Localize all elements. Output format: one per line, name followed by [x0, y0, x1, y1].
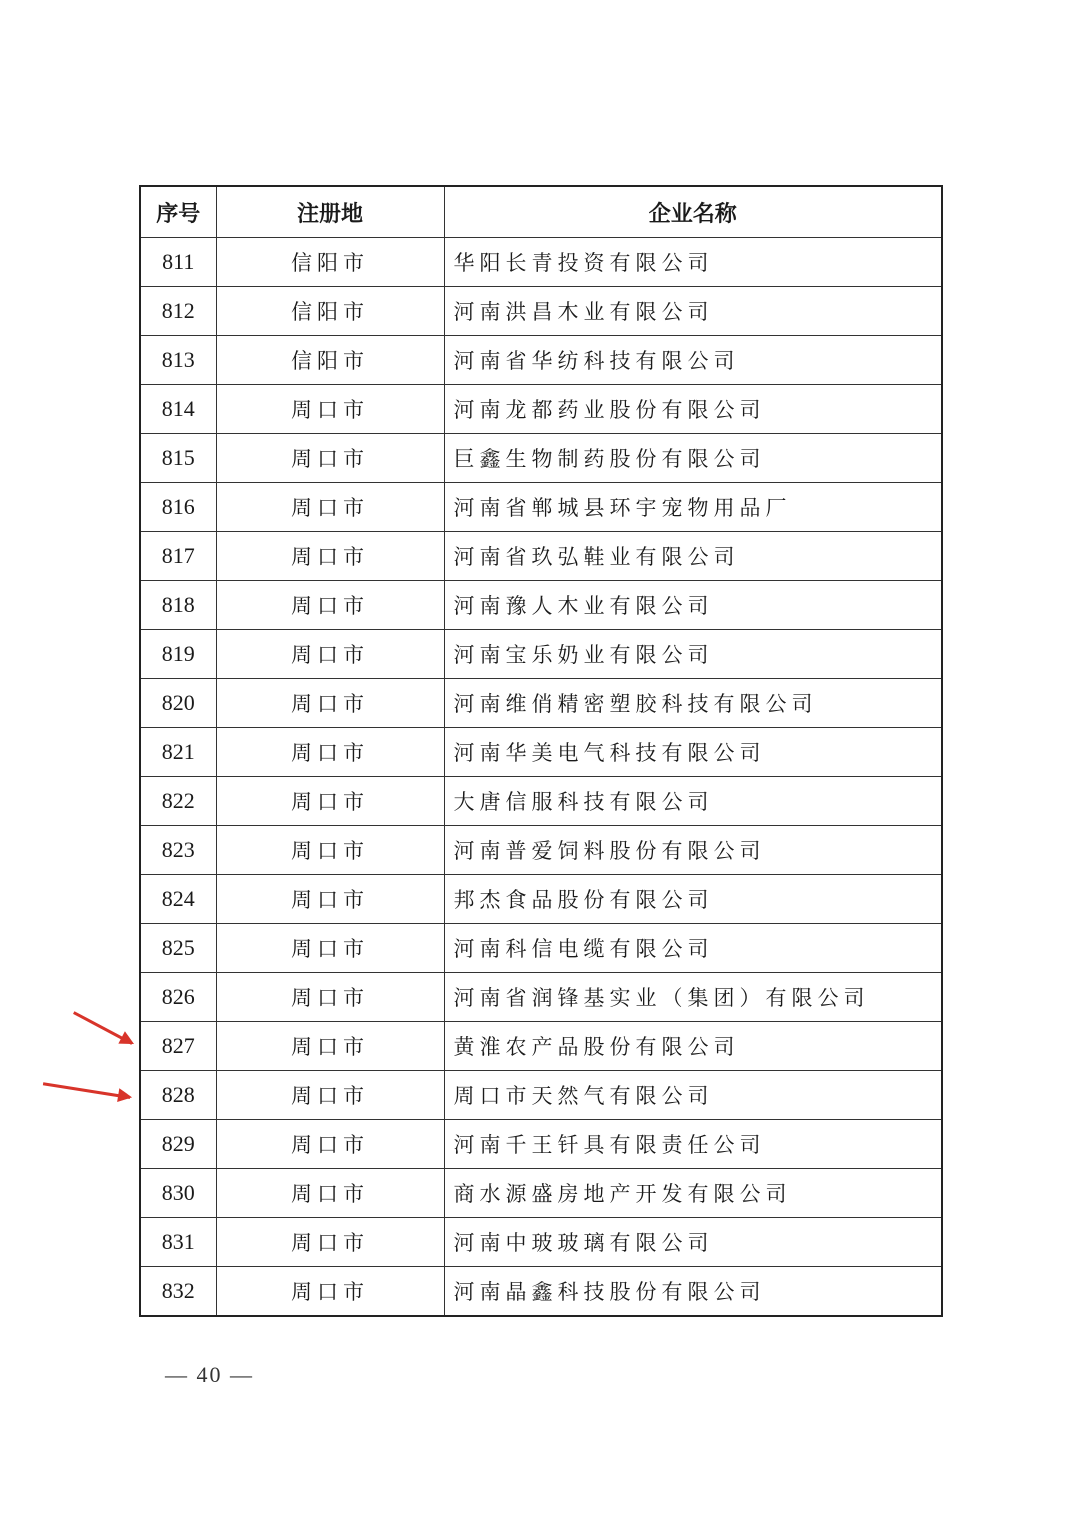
registered-location-cell: 周口市	[216, 630, 444, 679]
serial-cell: 832	[140, 1267, 216, 1317]
table-row	[140, 1267, 942, 1317]
company-name-cell: 河南省华纺科技有限公司	[444, 336, 942, 385]
table-row	[140, 385, 942, 434]
table-row	[140, 777, 942, 826]
registered-location-cell: 信阳市	[216, 287, 444, 336]
table-row	[140, 1022, 942, 1071]
table-row	[140, 924, 942, 973]
registered-location-cell: 信阳市	[216, 336, 444, 385]
serial-cell: 829	[140, 1120, 216, 1169]
table-row	[140, 875, 942, 924]
table-row	[140, 679, 942, 728]
serial-cell: 816	[140, 483, 216, 532]
company-name-cell: 河南洪昌木业有限公司	[444, 287, 942, 336]
serial-cell: 822	[140, 777, 216, 826]
company-name-cell: 河南普爱饲料股份有限公司	[444, 826, 942, 875]
serial-cell: 815	[140, 434, 216, 483]
registered-location-cell: 周口市	[216, 1022, 444, 1071]
company-name-cell: 黄淮农产品股份有限公司	[444, 1022, 942, 1071]
registered-location-cell: 周口市	[216, 1120, 444, 1169]
company-name-cell: 河南龙都药业股份有限公司	[444, 385, 942, 434]
company-name-cell: 巨鑫生物制药股份有限公司	[444, 434, 942, 483]
registered-location-cell: 周口市	[216, 728, 444, 777]
registered-location-cell: 周口市	[216, 924, 444, 973]
serial-cell: 823	[140, 826, 216, 875]
registered-location-cell: 周口市	[216, 434, 444, 483]
company-name-cell: 河南华美电气科技有限公司	[444, 728, 942, 777]
table-row	[140, 630, 942, 679]
company-name-cell: 河南晶鑫科技股份有限公司	[444, 1267, 942, 1317]
enterprise-table	[139, 185, 943, 1317]
serial-cell: 812	[140, 287, 216, 336]
company-name-cell: 河南省润锋基实业（集团）有限公司	[444, 973, 942, 1022]
company-name-cell: 商水源盛房地产开发有限公司	[444, 1169, 942, 1218]
table-row	[140, 483, 942, 532]
serial-cell: 817	[140, 532, 216, 581]
registered-location-cell: 周口市	[216, 875, 444, 924]
registered-location-cell: 周口市	[216, 385, 444, 434]
company-name-cell: 邦杰食品股份有限公司	[444, 875, 942, 924]
registered-location-cell: 周口市	[216, 532, 444, 581]
table-row	[140, 728, 942, 777]
registered-location-cell: 周口市	[216, 826, 444, 875]
table-row	[140, 1169, 942, 1218]
registered-location-cell: 周口市	[216, 1169, 444, 1218]
company-name-cell: 大唐信服科技有限公司	[444, 777, 942, 826]
company-name-cell: 河南省郸城县环宇宠物用品厂	[444, 483, 942, 532]
table-row	[140, 1120, 942, 1169]
table-body	[140, 238, 942, 1317]
table-row	[140, 238, 942, 287]
table-row	[140, 287, 942, 336]
table-row	[140, 1218, 942, 1267]
company-name-cell: 河南省玖弘鞋业有限公司	[444, 532, 942, 581]
company-name-cell: 河南维俏精密塑胶科技有限公司	[444, 679, 942, 728]
company-name-cell: 河南豫人木业有限公司	[444, 581, 942, 630]
serial-cell: 828	[140, 1071, 216, 1120]
serial-cell: 811	[140, 238, 216, 287]
serial-cell: 827	[140, 1022, 216, 1071]
serial-cell: 821	[140, 728, 216, 777]
serial-cell: 824	[140, 875, 216, 924]
serial-cell: 813	[140, 336, 216, 385]
registered-location-cell: 周口市	[216, 973, 444, 1022]
table-row	[140, 973, 942, 1022]
company-name-cell: 华阳长青投资有限公司	[444, 238, 942, 287]
registered-location-cell: 周口市	[216, 1267, 444, 1317]
enterprise-table-container	[139, 185, 941, 1317]
table-row	[140, 336, 942, 385]
registered-location-cell: 周口市	[216, 1071, 444, 1120]
table-header-row	[140, 186, 942, 238]
table-row	[140, 581, 942, 630]
header-serial: 序号	[140, 186, 216, 238]
serial-cell: 830	[140, 1169, 216, 1218]
page-number: — 40 —	[165, 1362, 254, 1387]
header-company-name: 企业名称	[444, 186, 942, 238]
header-registered-location: 注册地	[216, 186, 444, 238]
registered-location-cell: 信阳市	[216, 238, 444, 287]
table-row	[140, 434, 942, 483]
serial-cell: 819	[140, 630, 216, 679]
company-name-cell: 周口市天然气有限公司	[444, 1071, 942, 1120]
table-row	[140, 1071, 942, 1120]
registered-location-cell: 周口市	[216, 777, 444, 826]
arrow-pointing-row-827	[73, 1011, 133, 1045]
arrow-pointing-row-828	[43, 1082, 130, 1099]
serial-cell: 831	[140, 1218, 216, 1267]
serial-cell: 825	[140, 924, 216, 973]
serial-cell: 820	[140, 679, 216, 728]
company-name-cell: 河南中玻玻璃有限公司	[444, 1218, 942, 1267]
company-name-cell: 河南宝乐奶业有限公司	[444, 630, 942, 679]
serial-cell: 818	[140, 581, 216, 630]
serial-cell: 826	[140, 973, 216, 1022]
registered-location-cell: 周口市	[216, 679, 444, 728]
table-row	[140, 826, 942, 875]
registered-location-cell: 周口市	[216, 483, 444, 532]
registered-location-cell: 周口市	[216, 581, 444, 630]
serial-cell: 814	[140, 385, 216, 434]
registered-location-cell: 周口市	[216, 1218, 444, 1267]
company-name-cell: 河南千王钎具有限责任公司	[444, 1120, 942, 1169]
company-name-cell: 河南科信电缆有限公司	[444, 924, 942, 973]
table-row	[140, 532, 942, 581]
